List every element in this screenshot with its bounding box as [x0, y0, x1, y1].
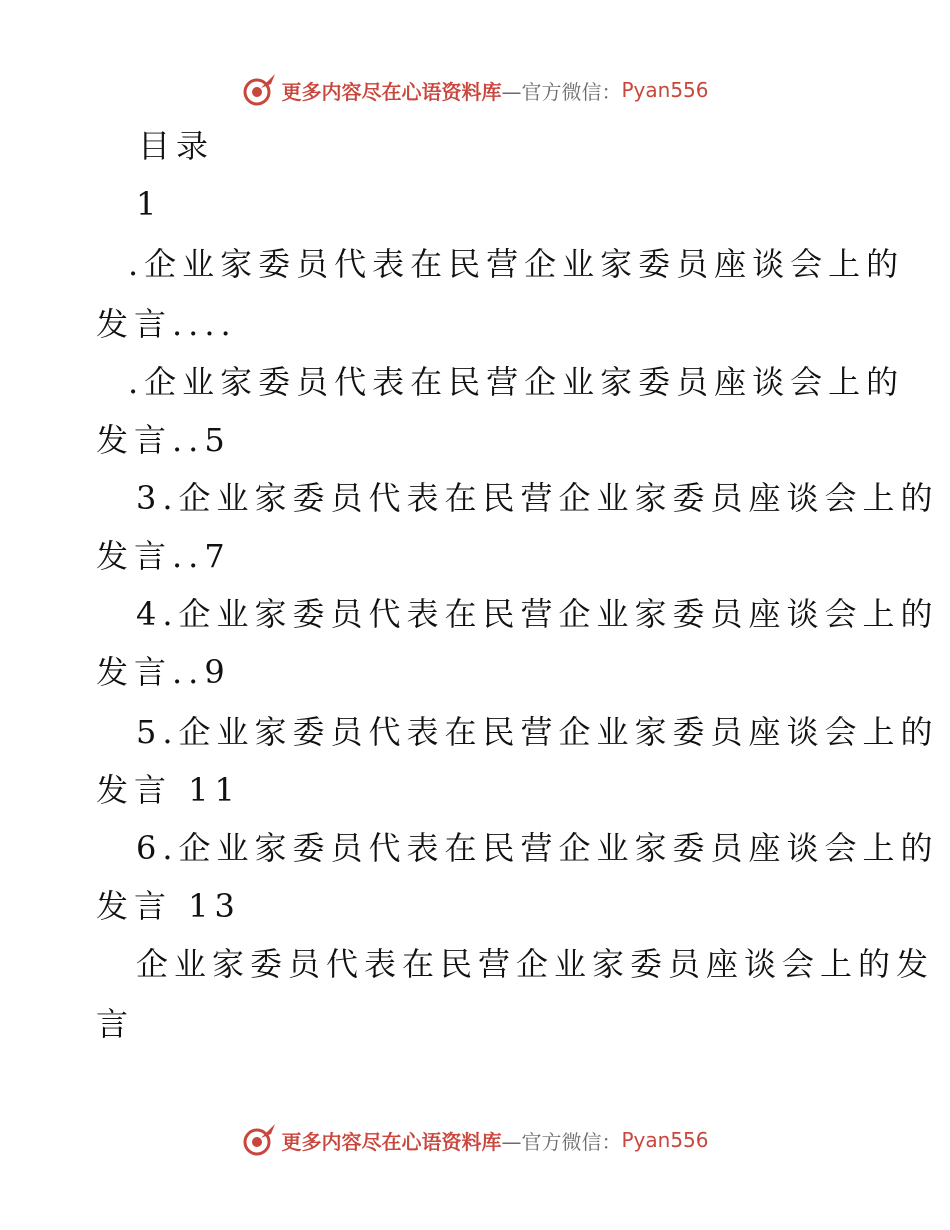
quill-pen-logo-icon: [241, 1122, 277, 1158]
toc-line: 发言....: [96, 305, 237, 343]
footer-brand-text: 更多内容尽在心语资料库: [281, 1129, 502, 1154]
quill-pen-logo-icon: [241, 72, 277, 108]
toc-line: 5.企业家委员代表在民营企业家委员座谈会上的: [136, 713, 939, 751]
toc-title: 目录: [138, 127, 215, 165]
header-separator-text: —官方微信：: [501, 79, 622, 104]
toc-line: 发言..5: [96, 421, 231, 459]
footer-handle-text: Pyan556: [621, 1128, 709, 1152]
toc-line: 发言..7: [96, 537, 231, 575]
toc-line: 发言 11: [96, 771, 241, 809]
header-banner: [0, 70, 950, 110]
toc-line: .企业家委员代表在民营企业家委员座谈会上的: [128, 363, 905, 401]
toc-line: 发言 13: [96, 887, 241, 925]
toc-line: 发言..9: [96, 653, 231, 691]
toc-line: 企业家委员代表在民营企业家委员座谈会上的发: [136, 945, 935, 983]
toc-line: 4.企业家委员代表在民营企业家委员座谈会上的: [136, 595, 939, 633]
toc-line: 言: [96, 1005, 135, 1043]
header-handle-text: Pyan556: [621, 78, 709, 102]
toc-line: .企业家委员代表在民营企业家委员座谈会上的: [128, 245, 905, 283]
toc-line: 6.企业家委员代表在民营企业家委员座谈会上的: [136, 829, 939, 867]
header-brand-text: 更多内容尽在心语资料库: [281, 79, 502, 104]
footer-banner: [0, 1120, 950, 1160]
toc-line: 1: [136, 185, 163, 223]
footer-separator-text: —官方微信：: [501, 1129, 622, 1154]
toc-line: 3.企业家委员代表在民营企业家委员座谈会上的: [136, 479, 939, 517]
